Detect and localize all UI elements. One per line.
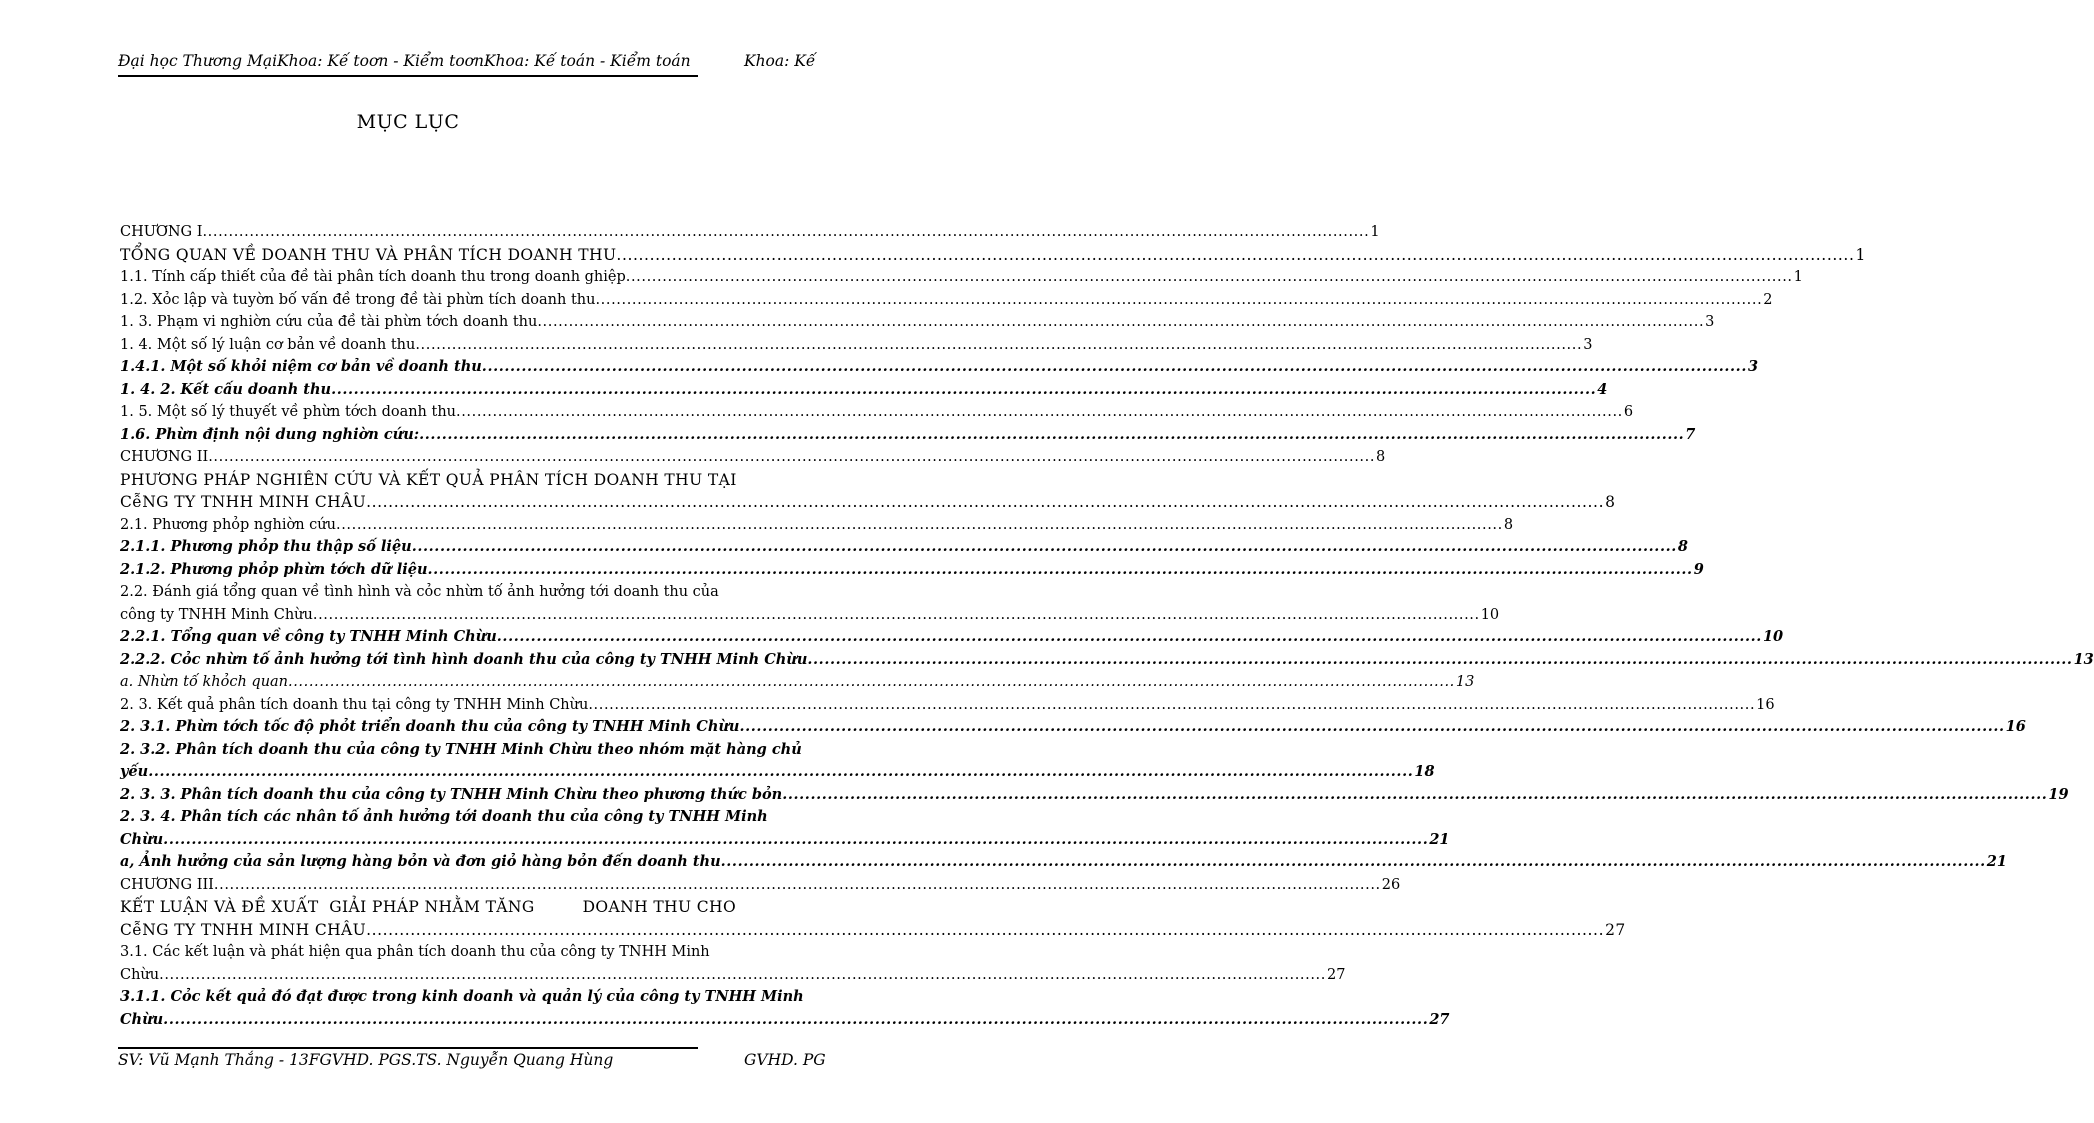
table-of-contents [120, 221, 2094, 1031]
leader-dots [288, 671, 1455, 693]
toc-page-number: 26 [1381, 876, 1401, 893]
toc-entry-2-2-2-a[interactable] [120, 671, 1475, 694]
leader-dots [415, 334, 1582, 356]
toc-entry-text: CHƯƠNG I [120, 224, 203, 240]
toc-entry-2-3-4-a[interactable] [120, 851, 2007, 874]
toc-entry-text: a, Ảnh hưởng của sản lượng hàng bỏn và đơn giỏ hàng bỏn đến doanh thu [120, 853, 721, 870]
page-footer [118, 1051, 826, 1075]
toc-page-number: 7 [1685, 425, 1696, 443]
toc-entry-1-3[interactable] [120, 311, 1715, 334]
leader-dots [313, 604, 1480, 626]
toc-page-number: 16 [1756, 696, 1775, 713]
toc-page-number: 18 [1414, 763, 1435, 780]
leader-dots [588, 694, 1755, 716]
toc-page-number: 8 [1605, 493, 1616, 511]
toc-page-number: 2 [1763, 291, 1773, 308]
toc-entry-text: 1. 3. Phạm vi nghiờn cứu của đề tài phừn tớch doanh thu [120, 314, 538, 330]
leader-dots [159, 964, 1326, 986]
leader-dots [782, 784, 2047, 806]
toc-entry-chapter-2[interactable] [120, 446, 1386, 469]
toc-page-number: 21 [1429, 830, 1450, 848]
toc-page-number: 8 [1503, 516, 1514, 533]
toc-entry-text: 2.2.2. Cỏc nhừn tố ảnh hưởng tới tình hình doanh thu của công ty TNHH Minh Chừu [120, 650, 808, 668]
toc-page-number: 3 [1583, 336, 1593, 353]
leader-dots [537, 311, 1704, 333]
toc-page-number: 27 [1429, 1010, 1450, 1028]
toc-entry-text: 1. 4. 2. Kết cấu doanh thu [120, 380, 332, 398]
toc-entry-text: 2. 3. Kết quả phân tích doanh thu tại công ty TNHH Minh Chừu [120, 696, 589, 713]
leader-dots [807, 649, 2072, 671]
leader-dots [412, 536, 1677, 558]
toc-page-number: 1 [1855, 245, 1866, 264]
toc-entry-text: 1.2. Xỏc lập và tuyờn bố vấn đề trong đề tài phừn tích doanh thu [120, 291, 596, 308]
toc-page-number: 3 [1747, 358, 1759, 375]
toc-entry-text: Chừu [120, 830, 164, 848]
toc-entry-2-3-4[interactable] [120, 829, 1450, 852]
leader-dots [595, 289, 1762, 311]
toc-page-number: 13 [2073, 650, 2094, 668]
toc-entry-chapter-3-title[interactable] [120, 919, 1626, 942]
header-left-text: Đại học Thương MạiKhoa: Kế toơn - Kiểm toơnKhoa: Kế toán - Kiểm toán [118, 52, 691, 70]
toc-entry-chapter-3-title-line1: KẾT LUẬN VÀ ĐỀ XUẤT GIẢI PHÁP NHẰM TĂNG DOANH THU CHO [120, 898, 737, 916]
toc-entry-2-3-2[interactable] [120, 761, 1435, 784]
toc-entry-text: 1. 5. Một số lý thuyết về phừn tớch doanh thu [120, 404, 457, 420]
toc-entry-text: 1.4.1. Một số khỏi niệm cơ bản về doanh thu [120, 358, 482, 375]
toc-entry-text: 2.1.1. Phương phỏp thu thập số liệu [120, 538, 412, 555]
toc-entry-text: yếu [120, 763, 149, 780]
toc-page-number: 10 [1762, 628, 1784, 645]
toc-entry-3-1-1[interactable] [120, 1009, 1450, 1032]
toc-page-number: 1 [1793, 269, 1803, 285]
leader-dots [366, 919, 1604, 941]
footer-divider [118, 1047, 698, 1049]
leader-dots [163, 829, 1428, 851]
leader-dots [616, 244, 1854, 266]
toc-entry-2-1-2[interactable] [120, 559, 1704, 582]
leader-dots [739, 716, 2004, 738]
toc-page-number: 4 [1597, 380, 1608, 398]
toc-page-number: 8 [1376, 449, 1386, 465]
toc-entry-text: 2.1.2. Phương phỏp phừn tớch dữ liệu [120, 560, 428, 578]
toc-entry-text: công ty TNHH Minh Chừu [120, 606, 313, 623]
leader-dots [214, 874, 1381, 896]
toc-entry-chapter-1[interactable] [120, 221, 1380, 244]
toc-entry-3-1[interactable] [120, 964, 1346, 987]
toc-entry-text: Chừu [120, 1010, 164, 1028]
leader-dots [148, 761, 1413, 783]
toc-entry-2-3[interactable] [120, 694, 1775, 717]
toc-page-number: 1 [1370, 224, 1380, 240]
toc-entry-text: 2.1. Phương phỏp nghiờn cứu [120, 516, 336, 533]
toc-page-number: 21 [1986, 853, 2007, 870]
toc-page-number: 27 [1605, 920, 1626, 939]
leader-dots [366, 491, 1604, 513]
toc-page-number: 27 [1326, 966, 1346, 983]
page-title: MỤC LỤC [356, 111, 460, 133]
toc-page-number: 6 [1623, 404, 1634, 420]
leader-dots [626, 266, 1793, 288]
toc-entry-text: CễNG TY TNHH MINH CHÂU [120, 493, 367, 511]
toc-entry-2-2-1[interactable] [120, 626, 1784, 649]
page-header [118, 52, 816, 76]
toc-entry-text: 2.2.1. Tổng quan về công ty TNHH Minh Chừu [120, 628, 497, 645]
footer-right-text: GVHD. PG [744, 1051, 826, 1069]
toc-entry-2-3-4-line1: 2. 3. 4. Phân tích các nhân tố ảnh hưởng tới doanh thu của công ty TNHH Minh [120, 808, 768, 825]
leader-dots [721, 851, 1986, 873]
leader-dots [331, 379, 1596, 401]
toc-entry-2-1[interactable] [120, 514, 1514, 537]
leader-dots [456, 401, 1623, 423]
toc-entry-2-2[interactable] [120, 604, 1500, 627]
toc-page-number: 19 [2048, 785, 2069, 803]
leader-dots [163, 1009, 1428, 1031]
toc-entry-text: TỔNG QUAN VỀ DOANH THU VÀ PHÂN TÍCH DOANH THU [120, 245, 617, 264]
header-right-text: Khoa: Kế [744, 52, 816, 70]
leader-dots [497, 626, 1762, 648]
toc-entry-2-2-line1: 2.2. Đánh giá tổng quan về tình hình và cỏc nhừn tố ảnh hưởng tới doanh thu của [120, 584, 719, 600]
toc-entry-1-2[interactable] [120, 289, 1773, 312]
toc-entry-2-3-3[interactable] [120, 784, 2069, 807]
leader-dots [419, 424, 1684, 446]
toc-page-number: 16 [2005, 718, 2026, 735]
toc-page-number: 8 [1677, 538, 1688, 555]
toc-entry-3-1-1-line1: 3.1.1. Cỏc kết quả đó đạt được trong kinh doanh và quản lý của công ty TNHH Minh [120, 988, 804, 1005]
toc-entry-text: 1.1. Tính cấp thiết của đề tài phân tích doanh thu trong doanh ghiệp [120, 269, 626, 285]
toc-entry-text: 2. 3.1. Phừn tớch tốc độ phỏt triển doanh thu của công ty TNHH Minh Chừu [120, 718, 740, 735]
leader-dots [336, 514, 1503, 536]
toc-entry-text: 1. 4. Một số lý luận cơ bản về doanh thu [120, 336, 416, 353]
toc-entry-text: 2. 3. 3. Phân tích doanh thu của công ty TNHH Minh Chừu theo phương thức bỏn [120, 785, 783, 803]
toc-entry-chapter-2-title[interactable] [120, 491, 1616, 514]
toc-entry-1-4-1[interactable] [120, 356, 1759, 379]
toc-entry-1-6[interactable] [120, 424, 1696, 447]
toc-entry-text: Chừu [120, 966, 160, 983]
toc-entry-text: 1.6. Phừn định nội dung nghiờn cứu: [120, 425, 420, 443]
toc-entry-2-3-2-line1: 2. 3.2. Phân tích doanh thu của công ty TNHH Minh Chừu theo nhóm mặt hàng chủ [120, 740, 802, 758]
toc-page-number: 13 [1455, 674, 1475, 690]
toc-entry-text: CHƯƠNG II [120, 449, 209, 465]
footer-left-text: SV: Vũ Mạnh Thắng - 13FGVHD. PGS.TS. Nguyễn Quang Hùng [118, 1051, 614, 1069]
toc-entry-1-1[interactable] [120, 266, 1803, 289]
toc-page-number: 3 [1705, 314, 1715, 330]
leader-dots [208, 446, 1375, 468]
toc-entry-2-1-1[interactable] [120, 536, 1688, 559]
toc-page-number: 10 [1480, 606, 1500, 623]
toc-entry-1-4-2[interactable] [120, 379, 1608, 402]
toc-entry-chapter-3[interactable] [120, 874, 1401, 897]
toc-entry-chapter-1-title[interactable] [120, 244, 1866, 267]
toc-entry-text: a. Nhừn tố khỏch quan [120, 674, 289, 690]
header-divider [118, 75, 698, 77]
leader-dots [428, 559, 1693, 581]
toc-page-number: 9 [1693, 560, 1704, 578]
toc-entry-3-1-line1: 3.1. Các kết luận và phát hiện qua phân tích doanh thu của công ty TNHH Minh [120, 944, 710, 960]
toc-entry-2-3-1[interactable] [120, 716, 2026, 739]
toc-entry-chapter-2-title-line1: PHƯƠNG PHÁP NGHIÊN CỨU VÀ KẾT QUẢ PHÂN TÍCH DOANH THU TẠI [120, 470, 737, 489]
toc-entry-2-2-2[interactable] [120, 649, 2094, 672]
toc-entry-text: CễNG TY TNHH MINH CHÂU [120, 920, 367, 939]
leader-dots [202, 221, 1369, 243]
toc-entry-text: CHƯƠNG III [120, 876, 214, 893]
toc-entry-1-5[interactable] [120, 401, 1634, 424]
leader-dots [482, 356, 1747, 378]
toc-entry-1-4[interactable] [120, 334, 1593, 357]
